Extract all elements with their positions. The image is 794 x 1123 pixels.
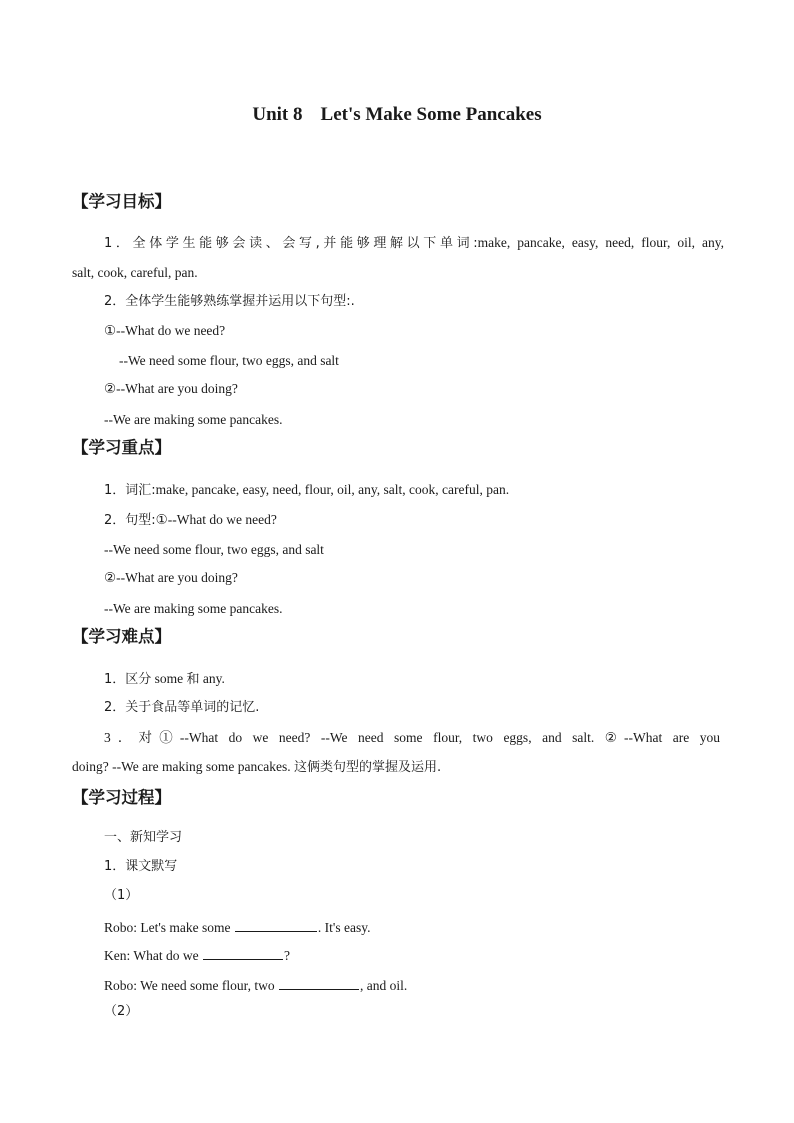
difficulty-item-2: 2．关于食品等单词的记忆. (104, 700, 260, 715)
key-point-vocabulary: 1．词汇:make, pancake, easy, need, flour, oil, any, salt, cook, careful, pan. (104, 482, 510, 498)
difficulties-heading: 【学习难点】 (72, 627, 171, 646)
fill-blank-2[interactable] (203, 947, 283, 960)
fill-blank-3[interactable] (279, 977, 359, 990)
process-heading: 【学习过程】 (72, 788, 171, 807)
objectives-heading: 【学习目标】 (72, 192, 171, 211)
dictation-line-2: Ken: What do we ? (104, 948, 290, 963)
objective-item-1-cont: salt, cook, careful, pan. (72, 265, 198, 280)
objective-sentence-2-answer: --We are making some pancakes. (104, 412, 283, 427)
key-point-question-2: ②--What are you doing? (104, 570, 238, 585)
lesson-name: Let's Make Some Pancakes (320, 104, 542, 125)
objective-item-2: 2．全体学生能够熟练掌握并运用以下句型:. (104, 294, 355, 309)
difficulty-item-3-cont: doing? --We are making some pancakes. 这俩类句型的掌握及运用. (72, 759, 442, 775)
process-subitem-1: （1） (104, 888, 139, 903)
objective-sentence-2-question: ②--What are you doing? (104, 381, 238, 396)
objective-sentence-1-answer: --We need some flour, two eggs, and salt (119, 353, 339, 368)
key-point-answer-2: --We are making some pancakes. (104, 601, 283, 616)
process-part-1: 一、新知学习 (104, 830, 183, 845)
process-step-1: 1．课文默写 (104, 859, 178, 874)
objective-sentence-1-question: ①--What do we need? (104, 323, 226, 338)
dictation-line-1: Robo: Let's make some . It's easy. (104, 920, 371, 935)
dictation-line-3: Robo: We need some flour, two , and oil. (104, 978, 408, 993)
key-points-heading: 【学习重点】 (72, 438, 171, 457)
process-subitem-2: （2） (104, 1004, 139, 1019)
difficulty-item-1: 1．区分 some 和 any. (104, 671, 225, 687)
key-point-answer-1: --We need some flour, two eggs, and salt (104, 542, 324, 557)
key-point-sentences: 2．句型:①--What do we need? (104, 512, 277, 528)
objective-item-1: 1．全体学生能够会读、会写,并能够理解以下单词:make, pancake, easy, need, flour, oil, any, (104, 235, 724, 251)
difficulty-item-3: 3．对①--What do we need? --We need some flour, two eggs, and salt. ②--What are you (104, 730, 720, 745)
fill-blank-1[interactable] (235, 919, 317, 932)
page-title (0, 104, 794, 126)
unit-label: Unit 8 (252, 104, 303, 125)
